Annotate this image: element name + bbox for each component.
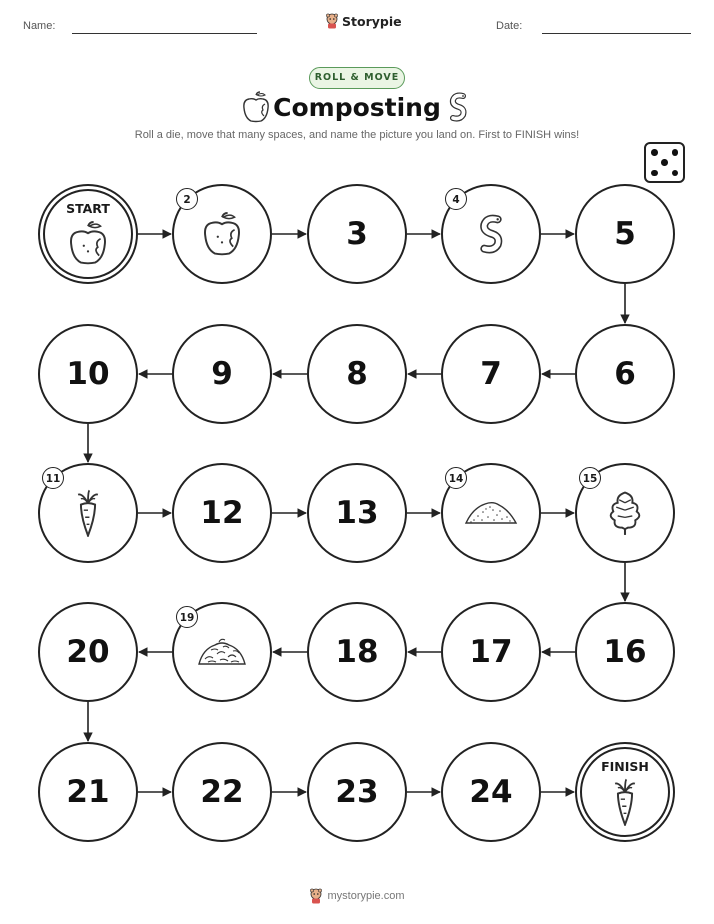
space-number: 18	[335, 634, 379, 670]
board-space	[307, 742, 407, 842]
carrot-icon	[71, 489, 105, 541]
space-number-tag: 4	[445, 188, 467, 210]
start-space	[38, 184, 138, 284]
board-space	[172, 742, 272, 842]
leaf-icon	[606, 488, 644, 542]
space-number-tag: 14	[445, 467, 467, 489]
board-space	[38, 602, 138, 702]
space-number: 7	[480, 356, 502, 392]
storypie-mascot-icon	[309, 888, 323, 904]
finish-label: FINISH	[601, 759, 649, 774]
board-space	[38, 324, 138, 424]
board-space	[172, 602, 272, 702]
board-space	[441, 324, 541, 424]
board-space	[441, 742, 541, 842]
space-number: 22	[200, 774, 244, 810]
space-number: 12	[200, 495, 244, 531]
space-number: 20	[66, 634, 110, 670]
space-number: 23	[335, 774, 379, 810]
board-space	[38, 463, 138, 563]
board-space	[441, 463, 541, 563]
instructions: Roll a die, move that many spaces, and name the picture you land on. First to FINISH wins!	[134, 129, 580, 141]
board-space	[441, 602, 541, 702]
space-number: 13	[335, 495, 379, 531]
space-number: 21	[66, 774, 110, 810]
board-space	[575, 602, 675, 702]
space-number: 16	[603, 634, 647, 670]
board-space	[575, 184, 675, 284]
board-space	[38, 742, 138, 842]
board-space	[307, 184, 407, 284]
board-space	[575, 463, 675, 563]
board-space	[441, 184, 541, 284]
carrot-icon	[608, 778, 642, 830]
page-title: Composting	[273, 93, 441, 122]
board-space	[307, 602, 407, 702]
footer	[0, 888, 714, 904]
date-label: Date:	[496, 20, 523, 32]
worm-icon	[471, 211, 511, 261]
finish-space	[575, 742, 675, 842]
apple-core-icon	[67, 220, 109, 270]
space-number-tag: 11	[42, 467, 64, 489]
space-number: 9	[211, 356, 233, 392]
soil-pile-icon	[463, 498, 519, 532]
space-number: 17	[469, 634, 513, 670]
board-space	[172, 324, 272, 424]
board-space	[575, 324, 675, 424]
space-number-tag: 19	[176, 606, 198, 628]
space-number: 3	[346, 216, 368, 252]
space-number-tag: 15	[579, 467, 601, 489]
board-space	[307, 324, 407, 424]
board-space	[172, 184, 272, 284]
space-number: 10	[66, 356, 110, 392]
board-space	[172, 463, 272, 563]
name-label: Name:	[23, 20, 56, 32]
start-label: START	[66, 201, 110, 216]
brand-name: Storypie	[342, 13, 402, 29]
game-type-badge: ROLL & MOVE	[309, 67, 405, 89]
space-number: 5	[614, 216, 636, 252]
space-number: 8	[346, 356, 368, 392]
apple-core-icon	[201, 211, 243, 261]
space-number-tag: 2	[176, 188, 198, 210]
board-space	[307, 463, 407, 563]
space-number: 24	[469, 774, 513, 810]
footer-site: mystorypie.com	[327, 890, 405, 902]
compost-scraps-icon	[195, 635, 249, 673]
space-number: 6	[614, 356, 636, 392]
